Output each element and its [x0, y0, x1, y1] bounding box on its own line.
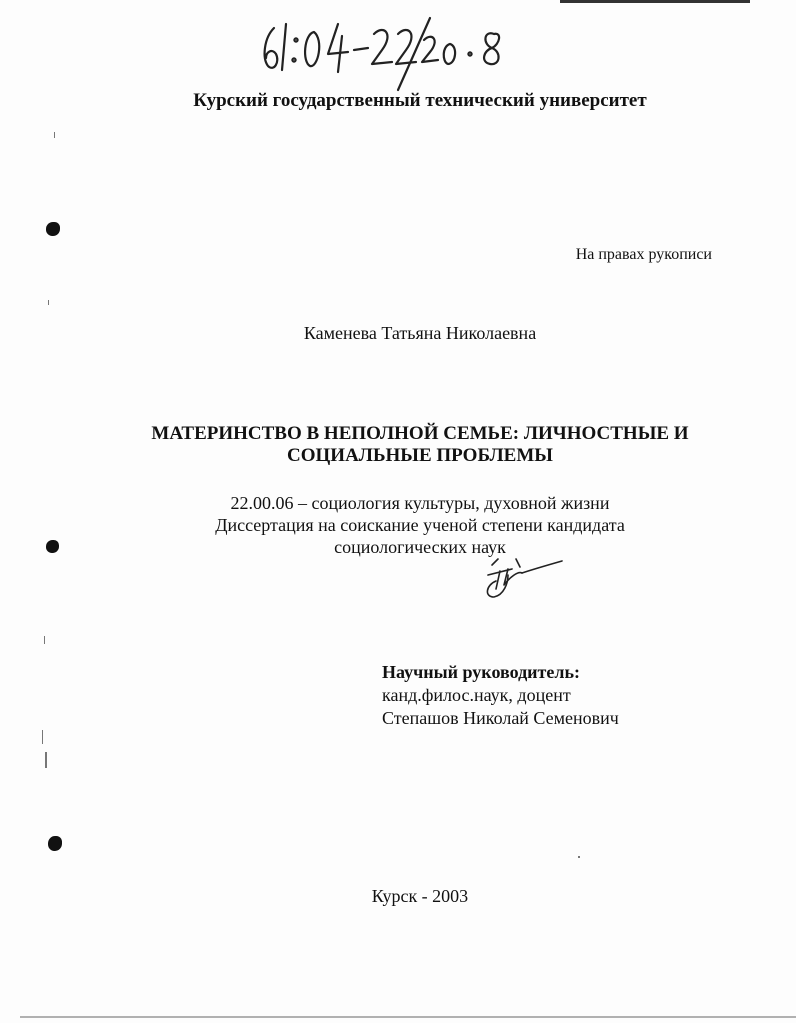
title-line-1: МАТЕРИНСТВО В НЕПОЛНОЙ СЕМЬЕ: ЛИЧНОСТНЫЕ И	[151, 423, 689, 444]
handwritten-archive-number	[258, 10, 518, 95]
dissertation-info	[120, 492, 720, 558]
scan-edge-line	[560, 0, 750, 3]
binder-hole-mark	[48, 836, 62, 851]
supervisor-degree: канд.филос.наук, доцент	[382, 685, 571, 705]
supervisor-block	[382, 661, 762, 730]
dissertation-line-1: Диссертация на соискание ученой степени кандидата	[215, 515, 625, 535]
manuscript-note: На правах рукописи	[575, 246, 712, 263]
scan-speck	[45, 752, 47, 768]
dissertation-line-2: социологических наук	[334, 537, 506, 557]
supervisor-name: Степашов Николай Семенович	[382, 708, 619, 728]
binder-hole-mark	[46, 222, 60, 236]
scan-speck	[44, 636, 45, 644]
author-name: Каменева Татьяна Николаевна	[303, 323, 537, 343]
scan-speck	[42, 730, 43, 744]
scan-speck	[48, 300, 49, 305]
place-year: Курск - 2003	[371, 886, 469, 906]
scan-speck	[54, 132, 55, 138]
title-line-2: СОЦИАЛЬНЫЕ ПРОБЛЕМЫ	[287, 445, 553, 466]
dissertation-title	[100, 423, 740, 467]
university-name: Курский государственный технический университет	[193, 90, 647, 111]
specialty-line: 22.00.06 – социология культуры, духовной жизни	[230, 493, 610, 513]
binder-hole-mark	[46, 540, 59, 553]
scan-speck	[578, 856, 580, 858]
scan-edge-line-bottom	[20, 1016, 796, 1018]
supervisor-label: Научный руководитель:	[382, 662, 580, 682]
signature	[478, 555, 568, 605]
